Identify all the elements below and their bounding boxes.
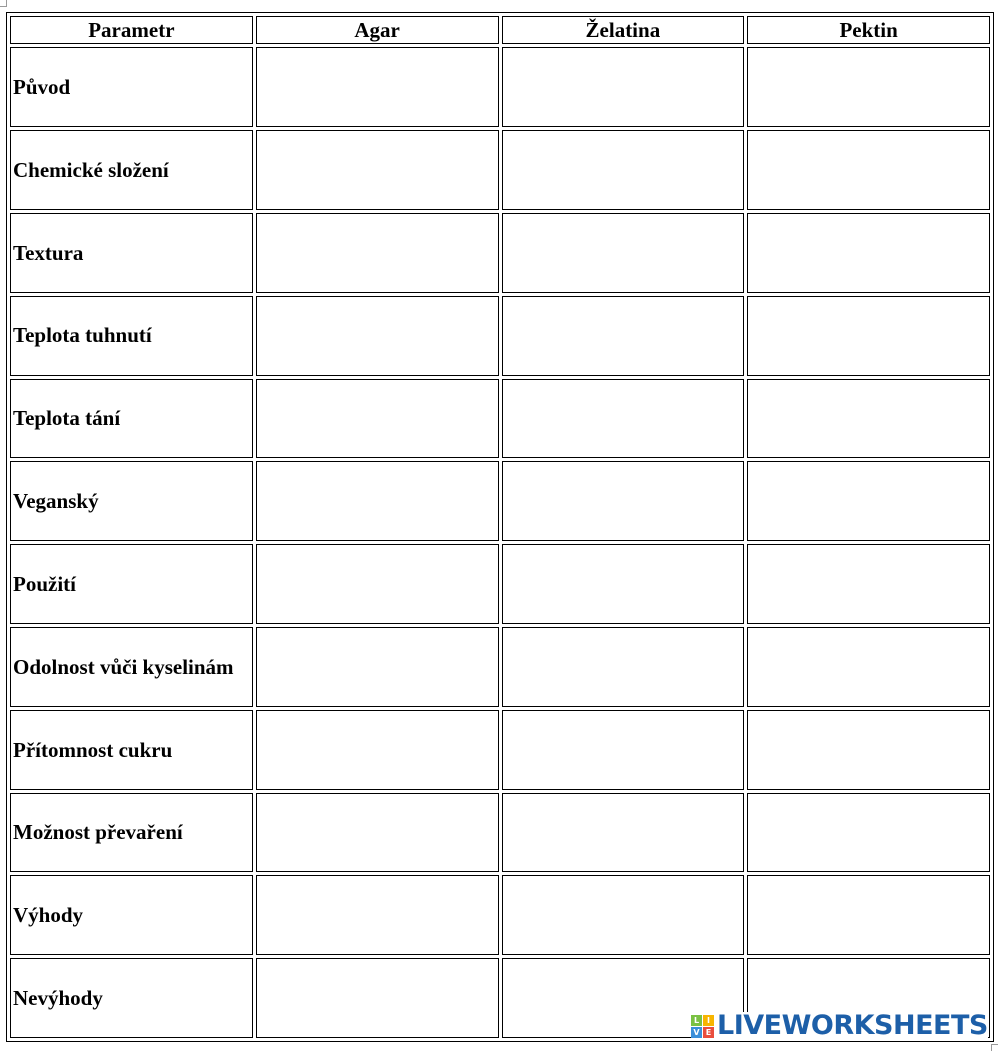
answer-cell-zelatina[interactable] — [502, 213, 745, 293]
answer-cell-zelatina[interactable] — [502, 461, 745, 541]
answer-cell-zelatina[interactable] — [502, 379, 745, 459]
answer-cell-zelatina[interactable] — [502, 710, 745, 790]
answer-cell-pektin[interactable] — [747, 627, 990, 707]
answer-cell-zelatina[interactable] — [502, 544, 745, 624]
answer-cell-pektin[interactable] — [747, 875, 990, 955]
row-label: Teplota tání — [10, 379, 253, 459]
header-agar: Agar — [256, 16, 499, 44]
answer-cell-agar[interactable] — [256, 544, 499, 624]
answer-cell-agar[interactable] — [256, 130, 499, 210]
answer-cell-agar[interactable] — [256, 793, 499, 873]
answer-cell-agar[interactable] — [256, 296, 499, 376]
row-label: Veganský — [10, 461, 253, 541]
row-label: Možnost převaření — [10, 793, 253, 873]
table-row — [10, 130, 990, 210]
table-row — [10, 627, 990, 707]
table-row — [10, 213, 990, 293]
liveworksheets-watermark — [691, 1012, 988, 1040]
answer-cell-agar[interactable] — [256, 213, 499, 293]
table-row — [10, 710, 990, 790]
answer-cell-pektin[interactable] — [747, 379, 990, 459]
table-row — [10, 47, 990, 127]
header-pektin: Pektin — [747, 16, 990, 44]
row-label: Přítomnost cukru — [10, 710, 253, 790]
logo-letter-v: V — [691, 1027, 702, 1038]
row-label: Použití — [10, 544, 253, 624]
answer-cell-zelatina[interactable] — [502, 296, 745, 376]
table-row — [10, 379, 990, 459]
answer-cell-agar[interactable] — [256, 47, 499, 127]
logo-letter-i: I — [703, 1015, 714, 1026]
table-header-row — [10, 16, 990, 44]
answer-cell-pektin[interactable] — [747, 710, 990, 790]
table-row — [10, 793, 990, 873]
crop-mark-bottom-right — [991, 1044, 998, 1051]
watermark-text: LIVEWORKSHEETS — [717, 1010, 988, 1041]
table-row — [10, 544, 990, 624]
answer-cell-zelatina[interactable] — [502, 47, 745, 127]
answer-cell-pektin[interactable] — [747, 461, 990, 541]
row-label: Textura — [10, 213, 253, 293]
answer-cell-pektin[interactable] — [747, 793, 990, 873]
answer-cell-pektin[interactable] — [747, 130, 990, 210]
answer-cell-zelatina[interactable] — [502, 875, 745, 955]
answer-cell-zelatina[interactable] — [502, 130, 745, 210]
answer-cell-zelatina[interactable] — [502, 793, 745, 873]
answer-cell-agar[interactable] — [256, 710, 499, 790]
header-parametr: Parametr — [10, 16, 253, 44]
row-label: Odolnost vůči kyselinám — [10, 627, 253, 707]
row-label: Nevýhody — [10, 958, 253, 1038]
answer-cell-agar[interactable] — [256, 461, 499, 541]
logo-letter-e: E — [703, 1027, 714, 1038]
comparison-table — [6, 12, 994, 1042]
answer-cell-pektin[interactable] — [747, 544, 990, 624]
row-label: Výhody — [10, 875, 253, 955]
answer-cell-agar[interactable] — [256, 958, 499, 1038]
answer-cell-pektin[interactable] — [747, 213, 990, 293]
answer-cell-pektin[interactable] — [747, 47, 990, 127]
row-label: Chemické složení — [10, 130, 253, 210]
table-row — [10, 296, 990, 376]
answer-cell-zelatina[interactable] — [502, 627, 745, 707]
table-row — [10, 875, 990, 955]
answer-cell-agar[interactable] — [256, 627, 499, 707]
liveworksheets-logo-icon — [691, 1015, 714, 1038]
answer-cell-agar[interactable] — [256, 379, 499, 459]
logo-letter-l: L — [691, 1015, 702, 1026]
crop-mark-top-left — [0, 0, 7, 7]
table-row — [10, 461, 990, 541]
header-zelatina: Želatina — [502, 16, 745, 44]
row-label: Teplota tuhnutí — [10, 296, 253, 376]
answer-cell-agar[interactable] — [256, 875, 499, 955]
row-label: Původ — [10, 47, 253, 127]
answer-cell-pektin[interactable] — [747, 296, 990, 376]
